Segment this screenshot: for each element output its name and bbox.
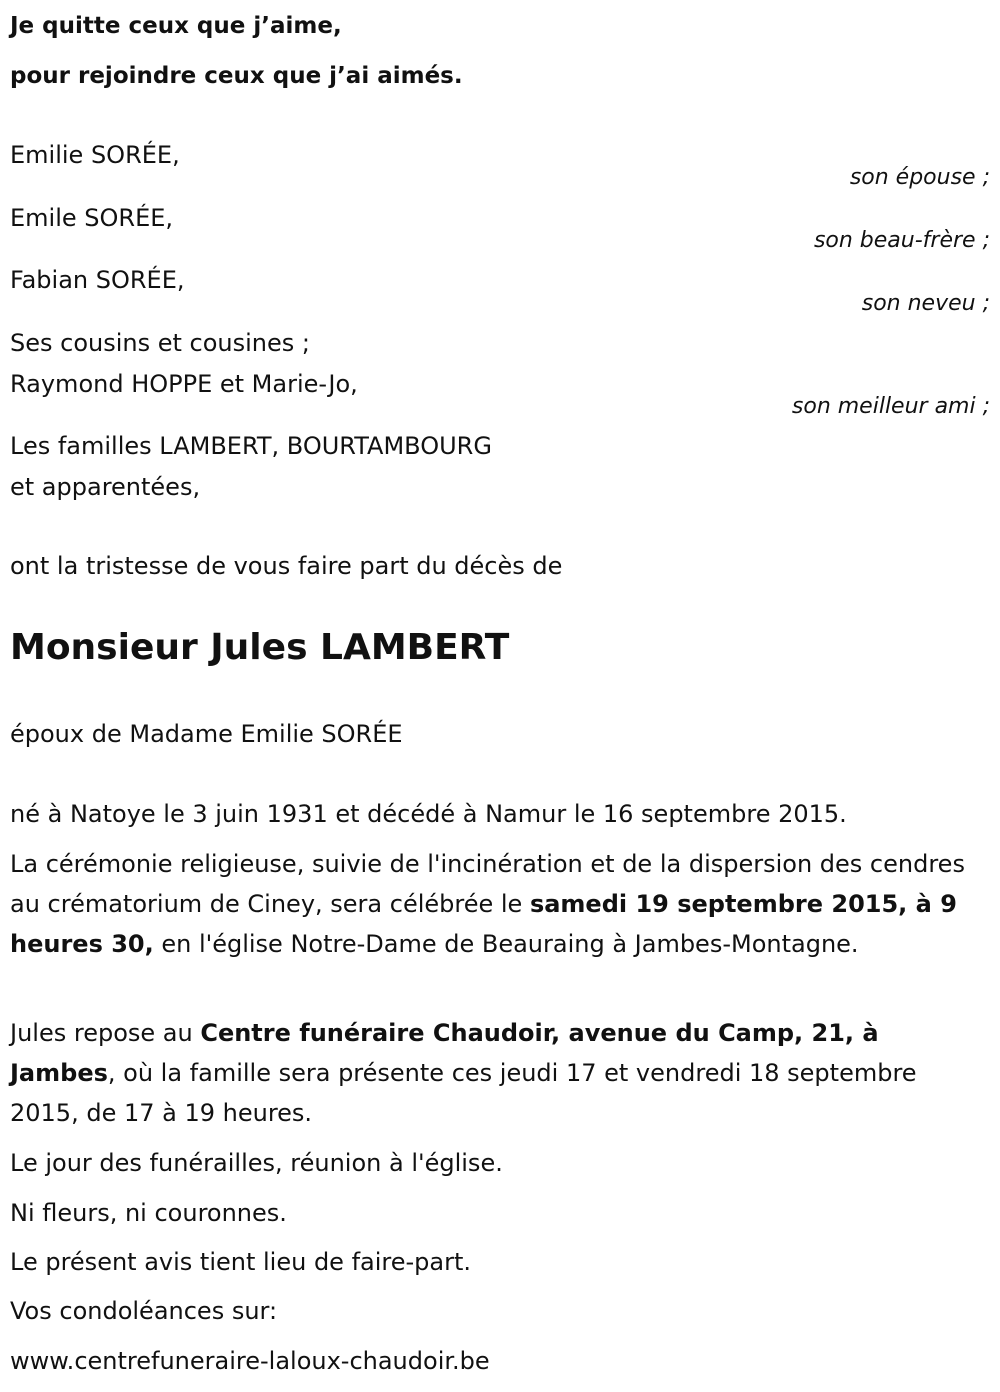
friend-relation: son meilleur ami ; [791, 394, 990, 419]
flowers-line: Ni fleurs, ni couronnes. [10, 1199, 287, 1227]
ceremony-text-before: La cérémonie religieuse, suivie de l'incinération et de la dispersion des cendres au crématorium de Ciney, sera célébrée le [10, 850, 965, 918]
funeral-center-address: Centre funéraire Chaudoir, avenue du Camp, 21, à Jambes [10, 1019, 879, 1087]
family-member-name: Fabian SORÉE, [10, 266, 185, 294]
family-member-name: Emile SORÉE, [10, 204, 174, 232]
notice-line: Le présent avis tient lieu de faire-part. [10, 1248, 472, 1276]
families-line-2: et apparentées, [10, 473, 201, 501]
ceremony-text-after: en l'église Notre-Dame de Beauraing à Jambes-Montagne. [153, 930, 859, 958]
rest-text-after: , où la famille sera présente ces jeudi 17 et vendredi 18 septembre 2015, de 17 à 19 heures. [10, 1059, 917, 1127]
ceremony-date: samedi 19 septembre 2015, à 9 heures 30, [10, 890, 957, 958]
website-link[interactable]: www.centrefuneraire-laloux-chaudoir.be [10, 1347, 490, 1375]
condolences-label: Vos condoléances sur: [10, 1297, 278, 1325]
announcement-text: ont la tristesse de vous faire part du décès de [10, 552, 563, 580]
family-member-relation: son beau-frère ; [813, 228, 990, 253]
deceased-name: Monsieur Jules LAMBERT [10, 627, 510, 668]
epigraph-line-1: Je quitte ceux que j’aime, [10, 13, 342, 39]
cousins-line: Ses cousins et cousines ; [10, 329, 310, 357]
family-member-relation: son épouse ; [849, 165, 990, 190]
family-member-relation: son neveu ; [861, 291, 990, 316]
birth-death-line: né à Natoye le 3 juin 1931 et décédé à Namur le 16 septembre 2015. [10, 800, 847, 828]
epigraph-line-2: pour rejoindre ceux que j’ai aimés. [10, 63, 463, 89]
ceremony-paragraph [10, 844, 985, 964]
families-line-1: Les familles LAMBERT, BOURTAMBOURG [10, 432, 492, 460]
friend-name: Raymond HOPPE et Marie-Jo, [10, 370, 358, 398]
rest-paragraph [10, 1013, 985, 1133]
spouse-line: époux de Madame Emilie SORÉE [10, 720, 403, 748]
meeting-line: Le jour des funérailles, réunion à l'église. [10, 1149, 503, 1177]
rest-text-before: Jules repose au [10, 1019, 201, 1047]
family-member-name: Emilie SORÉE, [10, 141, 180, 169]
